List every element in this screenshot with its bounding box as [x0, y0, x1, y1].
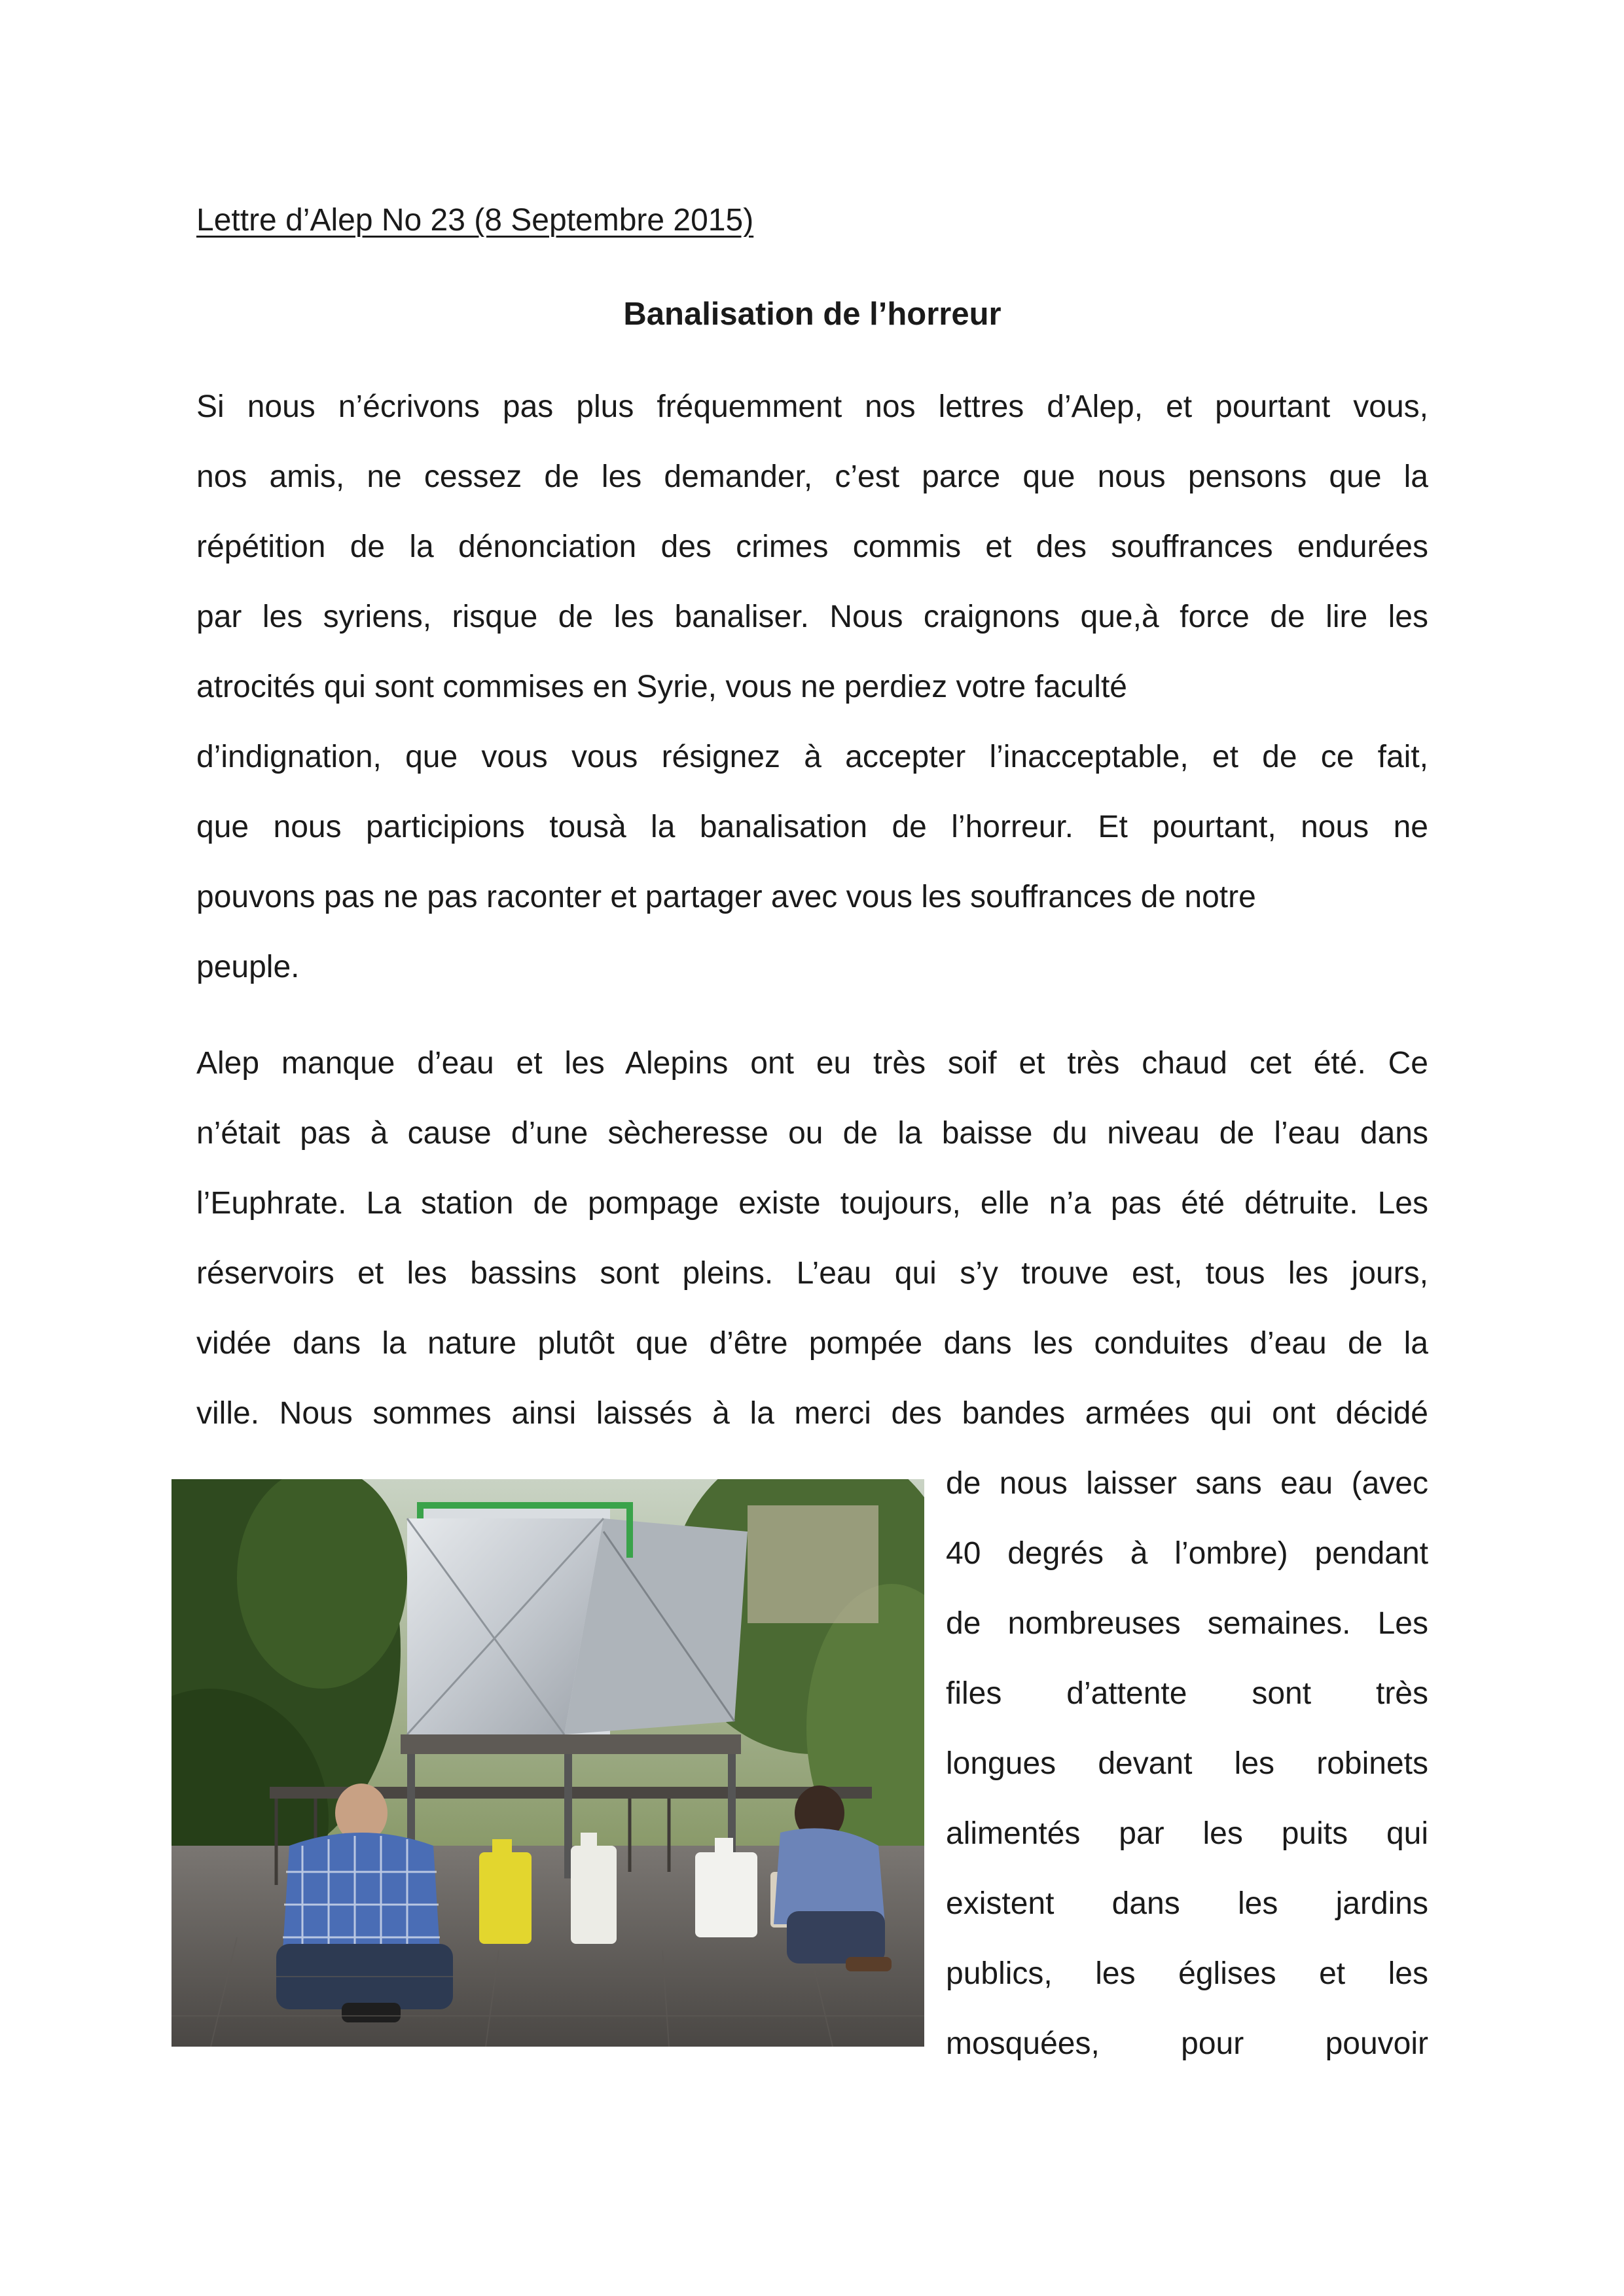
- paragraph-line: répétition de la dénonciation des crimes commis et des souffrances endurées: [196, 529, 1428, 564]
- paragraph-line: existent dans les jardins: [946, 1886, 1428, 1921]
- paragraph-line: mosquées, pour pouvoir: [946, 2026, 1428, 2061]
- paragraph-line: n’était pas à cause d’une sècheresse ou de la baisse du niveau de l’eau dans: [196, 1116, 1428, 1151]
- paragraph-line: vidée dans la nature plutôt que d’être pompée dans les conduites d’eau de la: [196, 1326, 1428, 1361]
- paragraph-line: longues devant les robinets: [946, 1746, 1428, 1781]
- paragraph-line: l’Euphrate. La station de pompage existe toujours, elle n’a pas été détruite. Les: [196, 1186, 1428, 1221]
- paragraph-line: pouvons pas ne pas raconter et partager avec vous les souffrances de notre: [196, 880, 1256, 914]
- paragraph-line: 40 degrés à l’ombre) pendant: [946, 1536, 1428, 1571]
- paragraph-line: alimentés par les puits qui: [946, 1816, 1428, 1851]
- paragraph-line: ville. Nous sommes ainsi laissés à la merci des bandes armées qui ont décidé: [196, 1396, 1428, 1431]
- paragraph-line: réservoirs et les bassins sont pleins. L’eau qui s’y trouve est, tous les jours,: [196, 1256, 1428, 1291]
- letter-title: Banalisation de l’horreur: [623, 296, 1001, 332]
- photo-illustration: [171, 1479, 924, 2047]
- paragraph-line: publics, les églises et les: [946, 1956, 1428, 1991]
- paragraph-line: peuple.: [196, 950, 300, 984]
- paragraph-line: de nous laisser sans eau (avec: [946, 1466, 1428, 1501]
- paragraph-line: de nombreuses semaines. Les: [946, 1606, 1428, 1641]
- paragraph-line: Alep manque d’eau et les Alepins ont eu très soif et très chaud cet été. Ce: [196, 1046, 1428, 1081]
- water-queue-photo: [171, 1479, 924, 2047]
- letter-header: Lettre d’Alep No 23 (8 Septembre 2015): [196, 203, 754, 238]
- paragraph-1: [196, 372, 1428, 1002]
- paragraph-line: atrocités qui sont commises en Syrie, vous ne perdiez votre faculté: [196, 670, 1127, 704]
- paragraph-line: Si nous n’écrivons pas plus fréquemment nos lettres d’Alep, et pourtant vous,: [196, 389, 1428, 424]
- paragraph-line: que nous participions tousà la banalisation de l’horreur. Et pourtant, nous ne: [196, 810, 1428, 844]
- paragraph-line: files d’attente sont très: [946, 1676, 1428, 1711]
- paragraph-line: par les syriens, risque de les banaliser. Nous craignons que,à force de lire les: [196, 600, 1428, 634]
- paragraph-line: nos amis, ne cessez de les demander, c’est parce que nous pensons que la: [196, 459, 1428, 494]
- paragraph-2: [196, 1028, 1428, 1448]
- paragraph-2-wrap: [946, 1448, 1428, 2079]
- paragraph-line: d’indignation, que vous vous résignez à accepter l’inacceptable, et de ce fait,: [196, 740, 1428, 774]
